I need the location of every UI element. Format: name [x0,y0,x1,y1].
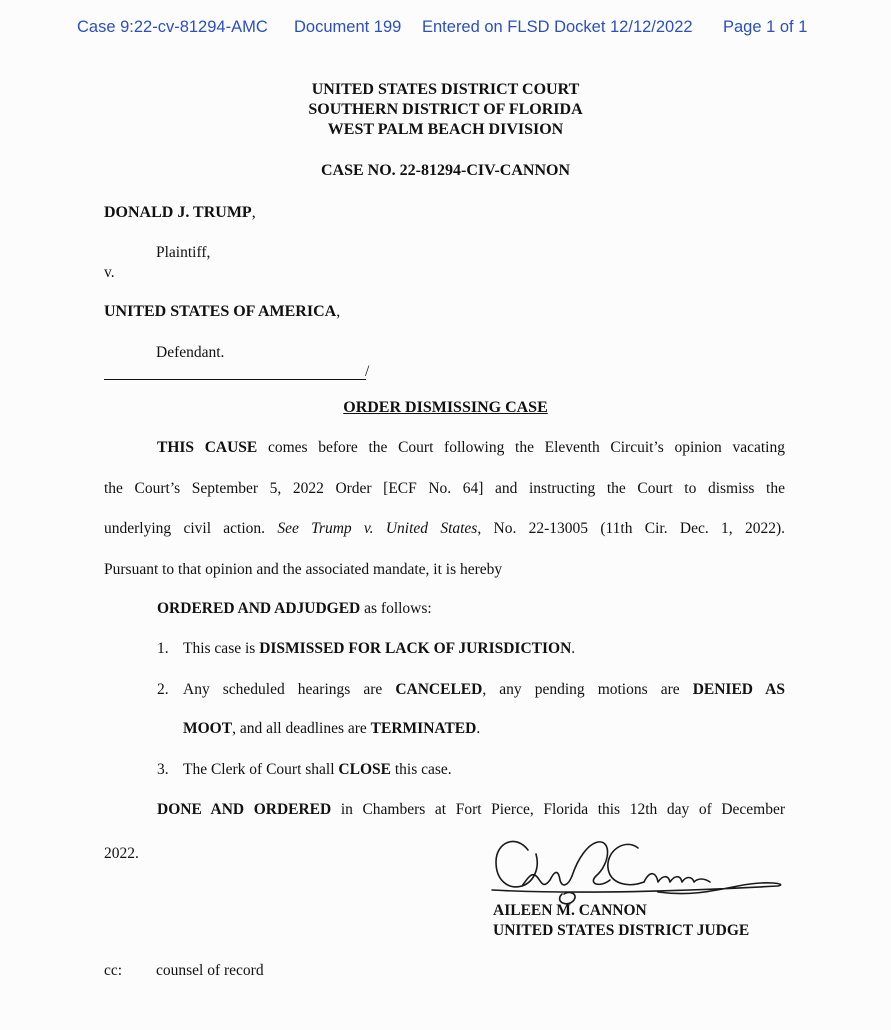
defendant-line [104,303,340,321]
item-2-c: , any pending motions are [482,681,693,698]
p1-line1-text: comes before the Court following the Eleventh Circuit’s opinion vacating [257,439,785,456]
done-year: 2022. [104,845,139,862]
item-3-text [183,761,452,779]
item-1-number: 1. [157,640,169,657]
caption-rule [104,379,366,380]
paragraph-line-3 [104,520,785,538]
signature-stroke-initial-c [608,844,644,884]
plaintiff-name: DONALD J. TRUMP [104,204,252,221]
court-district: SOUTHERN DISTRICT OF FLORIDA [308,101,583,118]
signature-stroke-initial-m [572,842,610,884]
defendant-comma: , [336,303,341,320]
banner-document-number: Document 199 [294,18,402,36]
court-division: WEST PALM BEACH DIVISION [327,121,564,138]
versus: v. [104,264,115,281]
this-cause: THIS CAUSE [157,439,258,456]
defendant-name: UNITED STATES OF AMERICA [104,303,337,320]
case-citation: See Trump v. United States [277,520,478,537]
item-2-cont-text: , and all deadlines are [232,720,371,737]
plaintiff-comma: , [251,204,256,221]
item-3-number: 3. [157,761,169,778]
paragraph-line-2: the Court’s September 5, 2022 Order [ECF No. 64] and instructing the Court to dismiss the [104,480,785,497]
item-2-period: . [476,720,481,737]
done-rest: in Chambers at Fort Pierce, Florida this 12th day of December [331,801,786,818]
cc-label: cc: [104,962,123,979]
ordered-line [157,600,432,618]
banner-entered-date: Entered on FLSD Docket 12/12/2022 [422,18,693,36]
p1-line3-a: underlying civil action. [104,520,278,537]
judge-name: AILEEN M. CANNON [493,902,647,919]
cc-recipients: counsel of record [156,962,264,979]
item-2-bold-2: DENIED AS [692,681,785,698]
item-2-text [183,681,785,699]
item-2-bold-1: CANCELED [395,681,483,698]
judge-title: UNITED STATES DISTRICT JUDGE [493,922,750,939]
item-1-a: This case is [183,640,260,657]
done-ordered-line [157,801,785,819]
banner-case-number: Case 9:22-cv-81294-AMC [77,18,268,36]
item-3-bold: CLOSE [338,761,391,778]
signature-stroke-surname [644,874,710,882]
item-2-a: Any scheduled hearings are [183,681,396,698]
item-1-text [183,640,575,658]
ordered-rest: as follows: [360,600,432,617]
item-1-c: . [571,640,576,657]
signature-stroke-name-1 [522,872,572,886]
item-2-terminated: TERMINATED [370,720,477,737]
item-3-c: this case. [390,761,452,778]
banner-page-count: Page 1 of 1 [723,18,808,36]
ordered-adjudged: ORDERED AND ADJUDGED [157,600,361,617]
p1-line3-b: , No. 22-13005 (11th Cir. Dec. 1, 2022). [477,520,785,537]
court-name: UNITED STATES DISTRICT COURT [311,81,580,98]
paragraph-line-1 [157,439,785,457]
item-1-bold: DISMISSED FOR LACK OF JURISDICTION [259,640,572,657]
caption-slash: / [365,363,370,380]
paragraph-line-4: Pursuant to that opinion and the associated mandate, it is hereby [104,561,503,578]
item-3-a: The Clerk of Court shall [183,761,339,778]
order-title: ORDER DISMISSING CASE [343,399,548,416]
signature-stroke-initial-a [496,841,537,886]
plaintiff-role: Plaintiff, [156,244,211,261]
handwritten-signature [488,828,788,908]
item-2-continued [183,720,480,738]
done-ordered: DONE AND ORDERED [157,801,332,818]
item-2-number: 2. [157,681,169,698]
defendant-role: Defendant. [156,344,225,361]
item-2-moot: MOOT [183,720,233,737]
case-number: CASE NO. 22-81294-CIV-CANNON [320,162,571,179]
plaintiff-line [104,204,256,222]
